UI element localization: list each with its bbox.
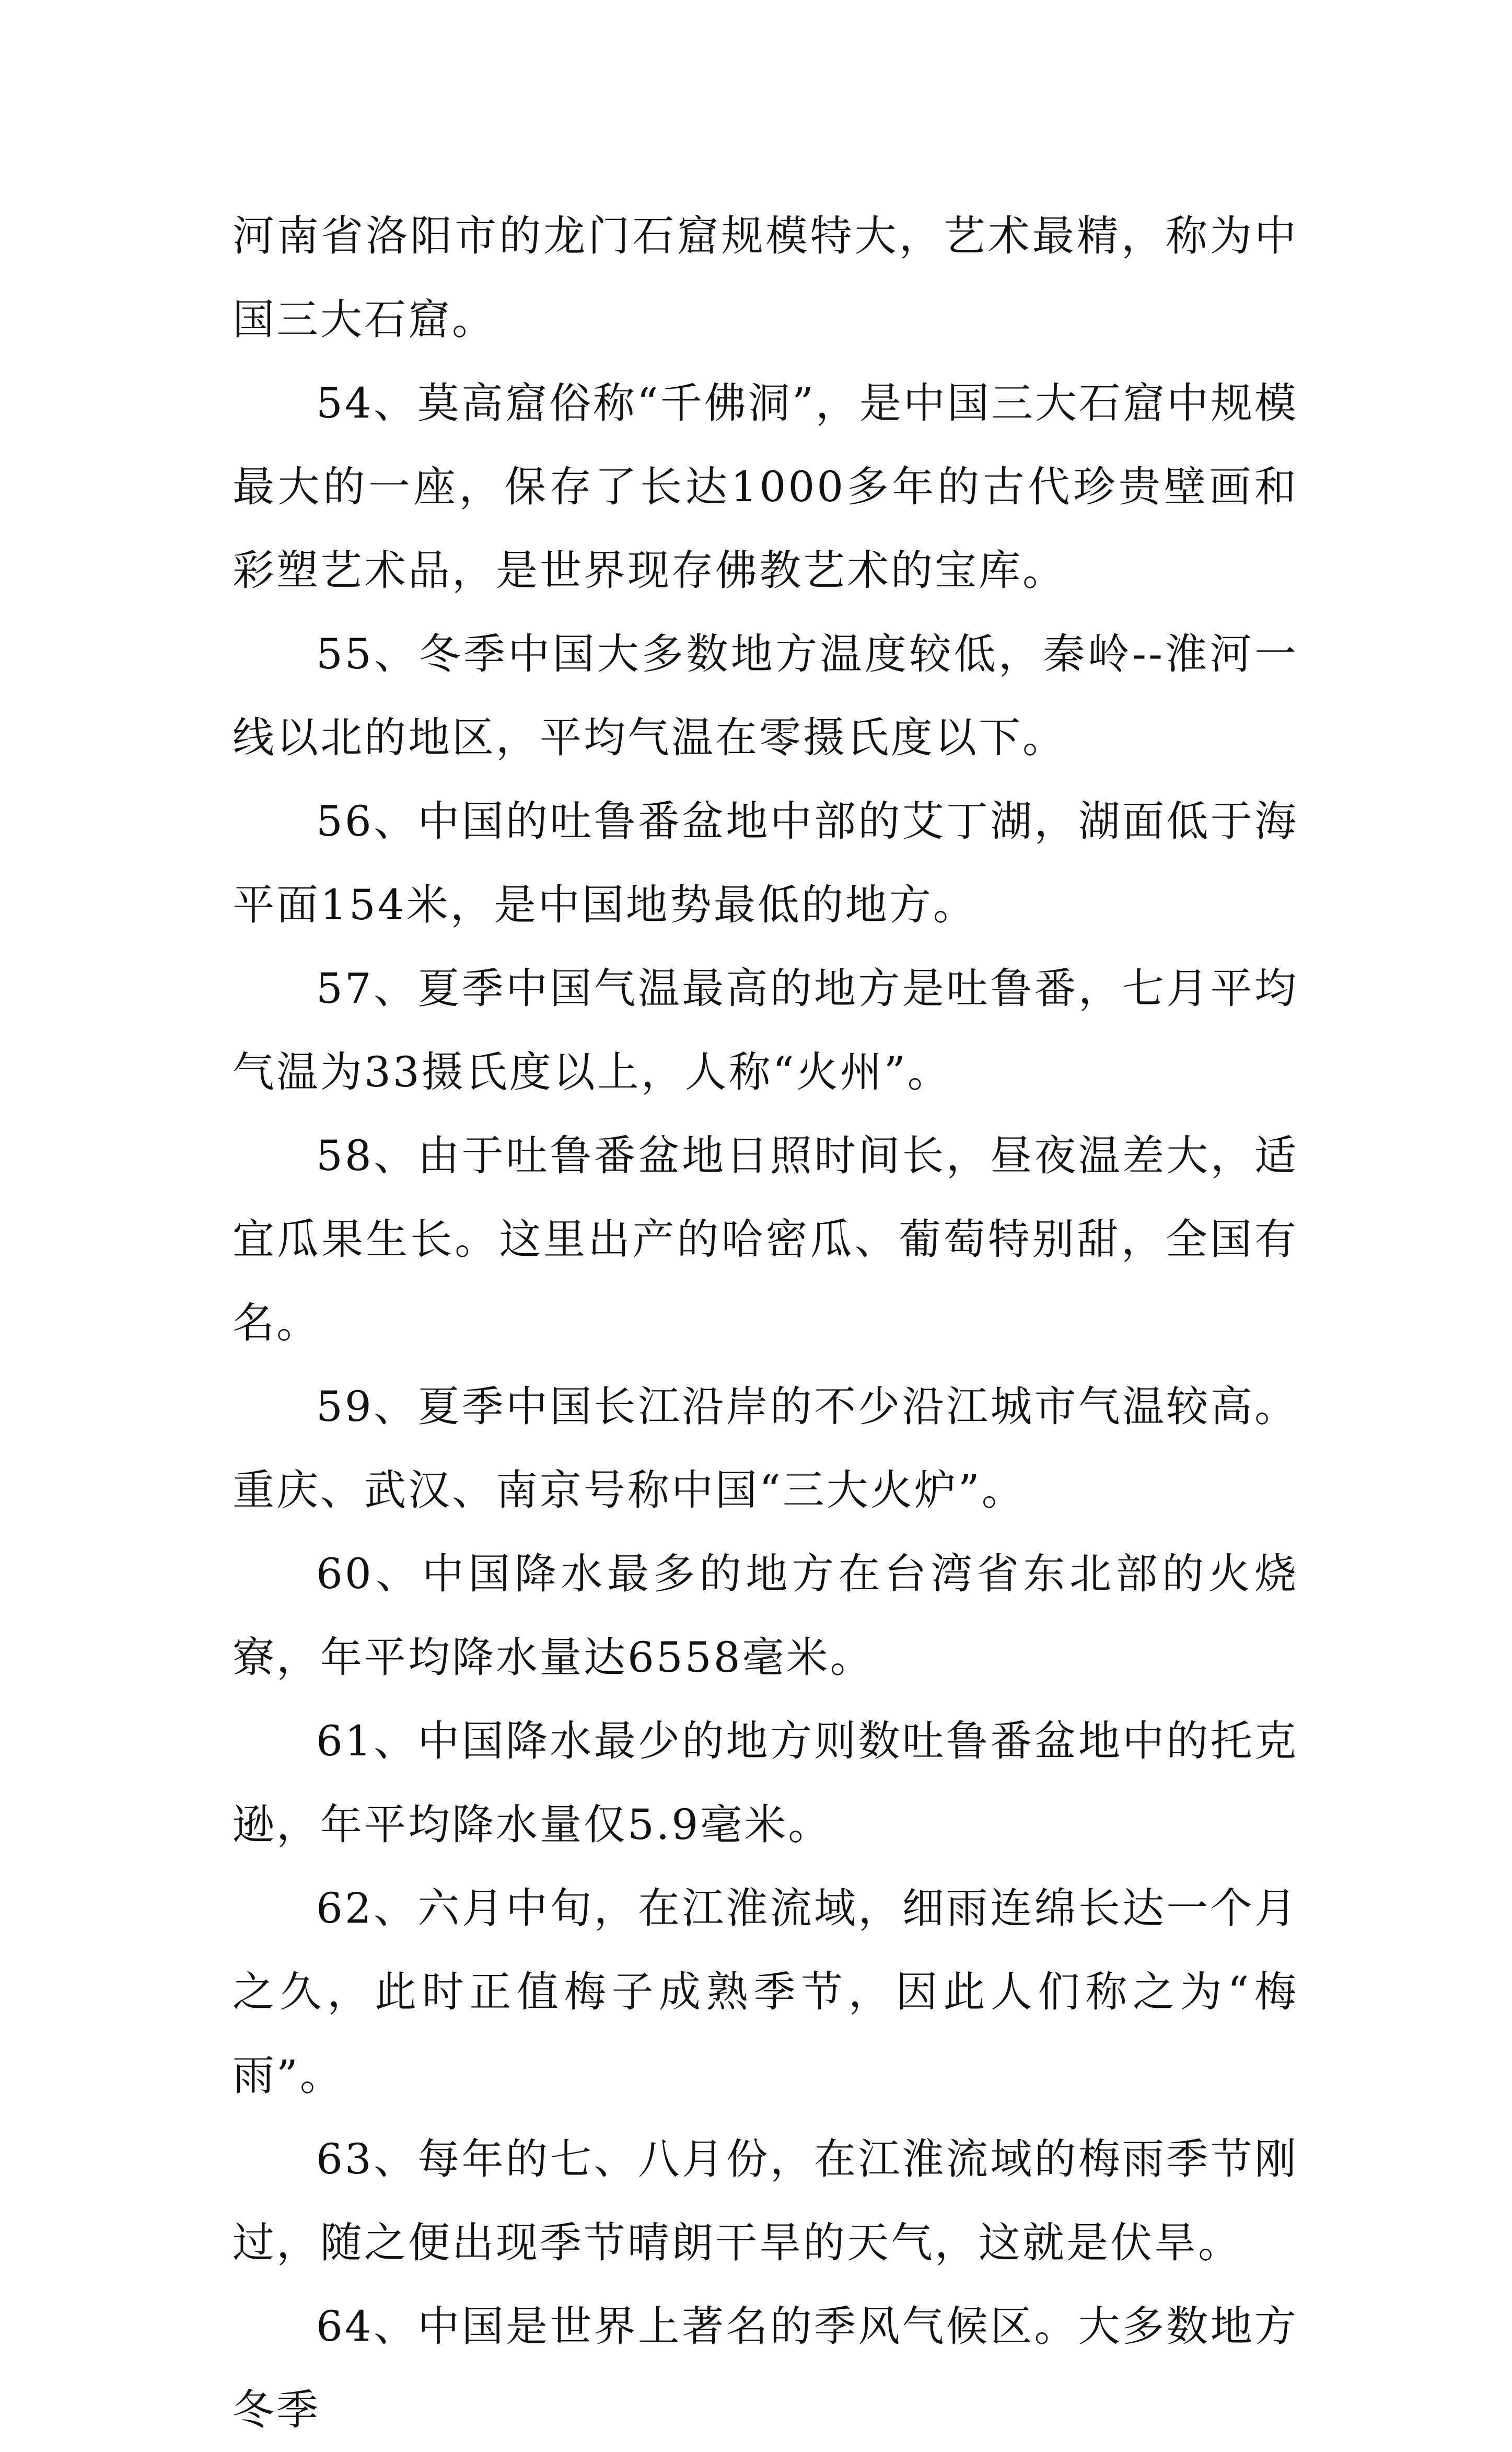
paragraph-item-59: 59、夏季中国长江沿岸的不少沿江城市气温较高。重庆、武汉、南京号称中国“三大火炉”。 [232,1382,1298,1514]
paragraph-continuation: 河南省洛阳市的龙门石窟规模特大，艺术最精，称为中国三大石窟。 [232,212,1298,344]
paragraph-item-58: 58、由于吐鲁番盆地日照时间长，昼夜温差大，适宜瓜果生长。这里出产的哈密瓜、葡萄特别甜，全国有名。 [232,1131,1298,1347]
paragraph-item-56: 56、中国的吐鲁番盆地中部的艾丁湖，湖面低于海平面154米，是中国地势最低的地方。 [232,797,1298,929]
paragraph-item-57: 57、夏季中国气温最高的地方是吐鲁番，七月平均气温为33摄氏度以上，人称“火州”。 [232,964,1298,1096]
paragraph-item-62: 62、六月中旬，在江淮流域，细雨连绵长达一个月之久，此时正值梅子成熟季节，因此人们称之为“梅雨”。 [232,1884,1298,2100]
document-body [232,194,1298,2452]
paragraph-item-64: 64、中国是世界上著名的季风气候区。大多数地方冬季 [232,2302,1298,2434]
paragraph-item-63: 63、每年的七、八月份，在江淮流域的梅雨季节刚过，随之便出现季节晴朗干旱的天气，这就是伏旱。 [232,2135,1298,2267]
paragraph-item-54: 54、莫高窟俗称“千佛洞”，是中国三大石窟中规模最大的一座，保存了长达1000多年的古代珍贵壁画和彩塑艺术品，是世界现存佛教艺术的宝库。 [232,379,1298,595]
paragraph-item-61: 61、中国降水最少的地方则数吐鲁番盆地中的托克逊，年平均降水量仅5.9毫米。 [232,1717,1298,1849]
paragraph-item-55: 55、冬季中国大多数地方温度较低，秦岭--淮河一线以北的地区，平均气温在零摄氏度以下。 [232,630,1298,762]
paragraph-item-60: 60、中国降水最多的地方在台湾省东北部的火烧寮，年平均降水量达6558毫米。 [232,1549,1298,1682]
